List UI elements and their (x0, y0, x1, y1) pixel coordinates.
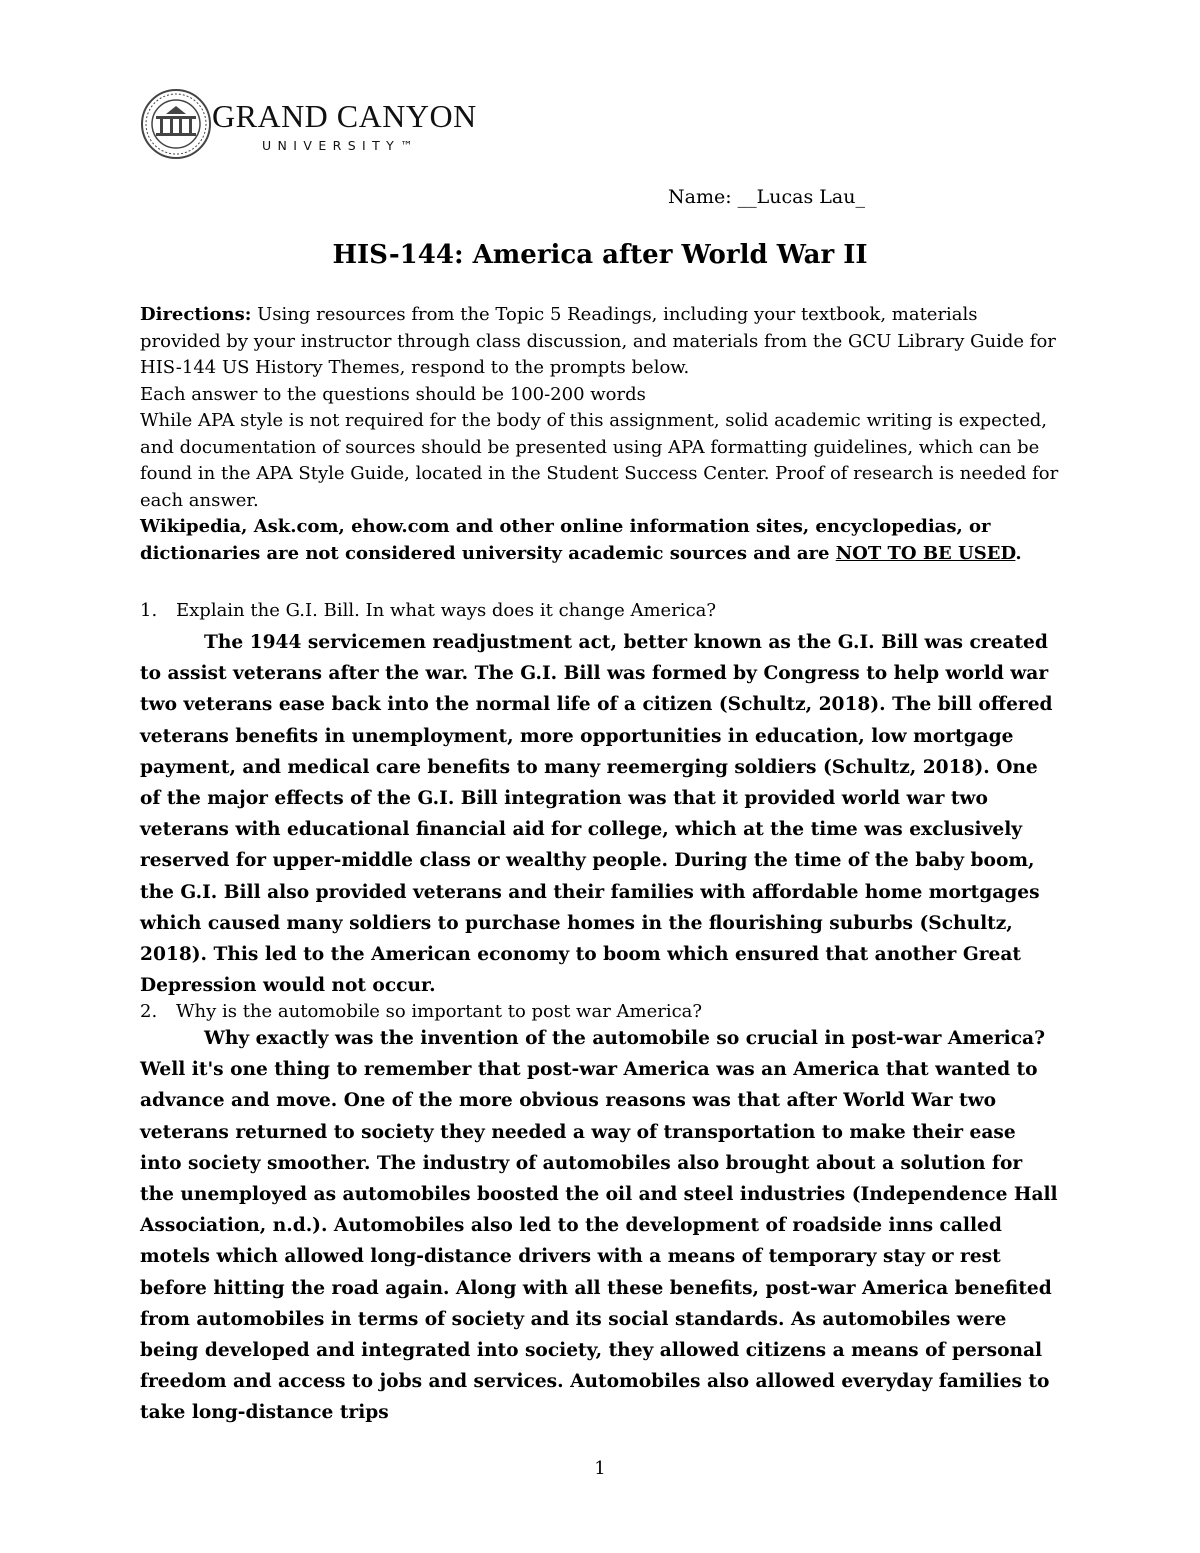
university-logo (140, 88, 477, 162)
student-name: Name: __Lucas Lau_ (668, 186, 865, 208)
sources-warning-emphasis: NOT TO BE USED (835, 542, 1016, 564)
university-seal-icon (140, 88, 212, 160)
directions-text: Using resources from the Topic 5 Readings, including your textbook, materials provided by your instructor through class discussion, and materials from the GCU Library Guide for HIS-144 US History Themes, respond to the prompts below. (140, 304, 1056, 378)
directions-label: Directions: (140, 304, 252, 325)
question-prompt: Explain the G.I. Bill. In what ways does it change America? (176, 600, 717, 621)
word-count-note: Each answer to the questions should be 100-200 words (140, 383, 646, 405)
question-number: 2. (140, 1001, 158, 1022)
apa-note: While APA style is not required for the body of this assignment, solid academic writing is expected, and documentation of sources should be presented using APA formatting guidelines, which can be found in the APA Style Guide, located in the Student Success Center. Proof of research is needed for each answer. (140, 410, 1059, 511)
directions-section (140, 302, 1060, 567)
answer-1: The 1944 servicemen readjustment act, better known as the G.I. Bill was created to assist veterans after the war. The G.I. Bill was formed by Congress to help world war two veterans ease back into the normal life of a citizen (Schultz, 2018). The bill offered veterans benefits in unemployment, more opportunities in education, low mortgage payment, and medical care benefits to many reemerging soldiers (Schultz, 2018). One of the major effects of the G.I. Bill integration was that it provided world war two veterans with educational financial aid for college, which at the time was exclusively reserved for upper-middle class or wealthy people. During the time of the baby boom, the G.I. Bill also provided veterans and their families with affordable home mortgages which caused many soldiers to purchase homes in the flourishing suburbs (Schultz, 2018). This led to the American economy to boom which ensured that another Great Depression would not occur. (140, 632, 1053, 997)
sources-warning-text: Wikipedia, Ask.com, ehow.com and other online information sites, encyclopedias, or dictionaries are not considered university academic sources and are (140, 516, 991, 564)
answer-2: Why exactly was the invention of the automobile so crucial in post-war America? Well it's one thing to remember that post-war America was an America that wanted to advance and move. One of the more obvious reasons was that after World War two veterans returned to society they needed a way of transportation to make their ease into society smoother. The industry of automobiles also brought about a solution for the unemployed as automobiles boosted the oil and steel industries (Independence Hall Association, n.d.). Automobiles also led to the development of roadside inns called motels which allowed long-distance drivers with a means of temporary stay or rest before hitting the road again. Along with all these benefits, post-war America benefited from automobiles in terms of society and its social standards. As automobiles were being developed and integrated into society, they allowed citizens a means of personal freedom and access to jobs and services. Automobiles also allowed everyday families to take long-distance trips (140, 1028, 1058, 1424)
logo-title: GRAND CANYON (212, 98, 477, 134)
logo-subtitle: UNIVERSITY™ (262, 138, 420, 153)
question-1 (140, 597, 1060, 624)
sources-warning-end: . (1015, 542, 1022, 564)
directions-intro (140, 302, 1060, 382)
question-2 (140, 998, 1060, 1025)
question-number: 1. (140, 600, 158, 621)
page-number: 1 (594, 1458, 606, 1479)
question-prompt: Why is the automobile so important to post war America? (176, 1001, 703, 1022)
page-title: HIS-144: America after World War II (332, 240, 868, 270)
sources-warning (140, 514, 1060, 567)
